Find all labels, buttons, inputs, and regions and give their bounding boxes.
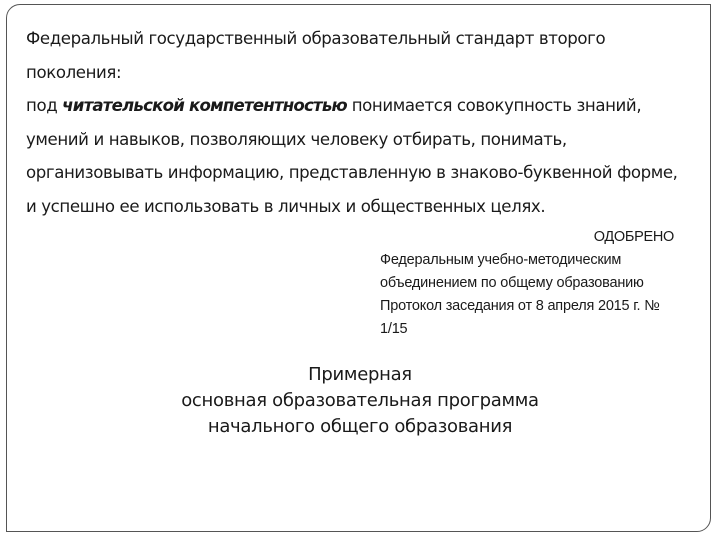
definition-block [26, 22, 692, 223]
definition-text [26, 89, 692, 223]
program-title-line-3: начального общего образования [207, 416, 513, 437]
approval-title: ОДОБРЕНО [593, 229, 674, 245]
approval-body: Федеральным учебно-методическим объединением по общему образованию Протокол заседания от 8 апреля 2015 г. № 1/15 [380, 252, 660, 337]
standard-intro: Федеральный государственный образовательный стандарт второго поколения: [26, 29, 606, 82]
definition-body: понимается совокупность знаний, умений и навыков, позволяющих человеку отбирать, понимать, организовывать информацию, представленную в знаково-буквенной форме, и успешно ее использовать в личных и общественных целях. [26, 96, 678, 216]
program-title-line-1: Примерная [308, 364, 412, 385]
program-title-line-2: основная образовательная программа [181, 390, 539, 411]
approval-stamp [380, 226, 686, 341]
program-title [0, 362, 720, 440]
defined-term: читательской компетентностью [62, 96, 347, 115]
definition-prefix: под [26, 96, 63, 115]
